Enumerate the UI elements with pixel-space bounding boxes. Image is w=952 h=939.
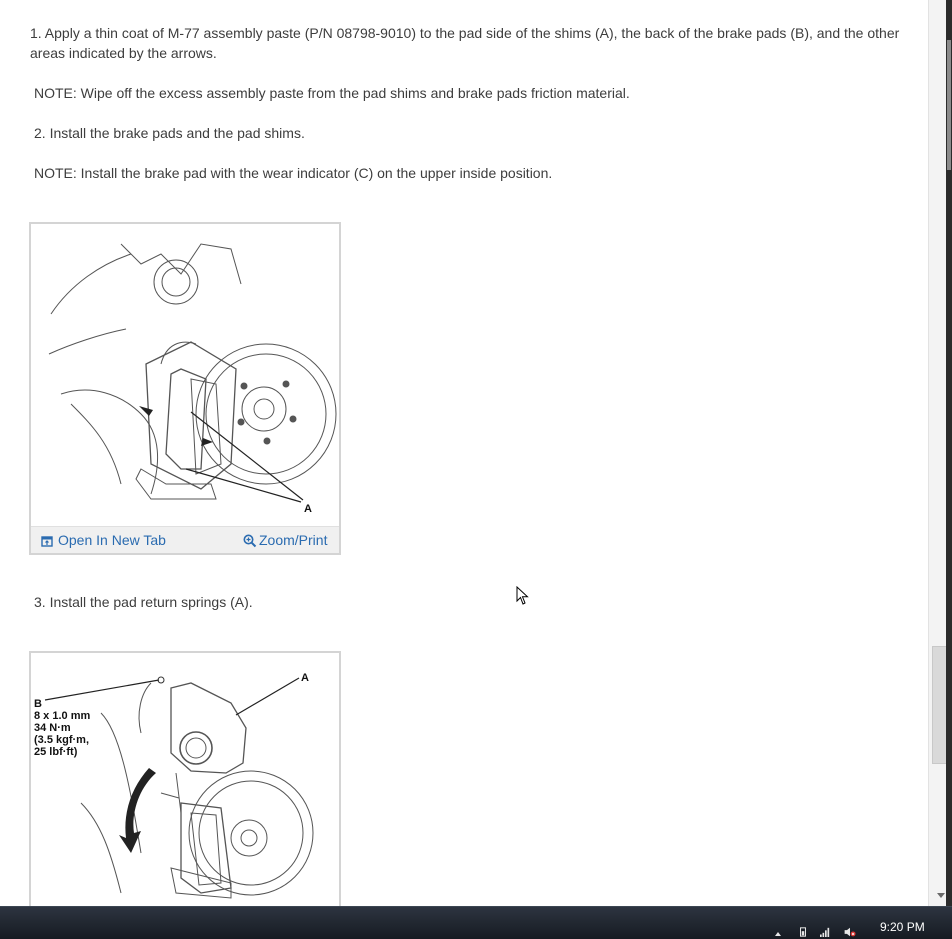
figure-return-springs bbox=[29, 651, 341, 906]
step-2-text: 2. Install the brake pads and the pad shims. bbox=[34, 125, 305, 141]
step-1-text: 1. Apply a thin coat of M-77 assembly paste (P/N 08798-9010) to the pad side of the shims (A), the back of the brake pads (B), and the other areas indicated by the arrows. bbox=[30, 25, 900, 61]
return-spring-diagram bbox=[31, 653, 339, 906]
taskbar-clock[interactable]: 9:20 PM bbox=[880, 920, 925, 934]
open-new-tab-label: Open In New Tab bbox=[58, 532, 166, 548]
zoom-print-label: Zoom/Print bbox=[259, 532, 328, 548]
figure1-callout-a: A bbox=[304, 503, 312, 515]
scroll-down-arrow-icon[interactable] bbox=[937, 893, 945, 898]
figure-toolbar bbox=[31, 526, 339, 553]
figure2-spec-line4: 25 lbf·ft) bbox=[34, 746, 78, 758]
figure-brake-pads bbox=[29, 222, 341, 555]
zoom-print-link[interactable] bbox=[243, 532, 327, 548]
window-scrollbar-thumb[interactable] bbox=[947, 40, 951, 170]
step-3-text: 3. Install the pad return springs (A). bbox=[34, 594, 253, 610]
brake-pad-diagram bbox=[31, 224, 339, 524]
volume-muted-icon[interactable] bbox=[842, 927, 858, 937]
note-2-text: NOTE: Install the brake pad with the wear indicator (C) on the upper inside position. bbox=[34, 165, 553, 181]
figure2-callout-b: B bbox=[34, 698, 42, 710]
show-hidden-icons-icon[interactable] bbox=[774, 929, 782, 939]
taskbar bbox=[0, 906, 952, 939]
battery-icon[interactable] bbox=[798, 927, 808, 937]
figure2-spec-line3: (3.5 kgf·m, bbox=[34, 734, 90, 746]
mouse-cursor-icon bbox=[516, 586, 530, 606]
open-tab-icon bbox=[41, 535, 53, 547]
open-new-tab-link[interactable] bbox=[41, 532, 166, 548]
window-scrollbar[interactable] bbox=[946, 0, 952, 906]
figure2-callout-a: A bbox=[301, 672, 309, 684]
figure2-spec-line2: 34 N·m bbox=[34, 722, 71, 734]
figure2-spec-line1: 8 x 1.0 mm bbox=[34, 710, 91, 722]
note-1-text: NOTE: Wipe off the excess assembly paste from the pad shims and brake pads friction material. bbox=[34, 85, 630, 101]
zoom-icon bbox=[243, 534, 257, 548]
network-signal-icon[interactable] bbox=[818, 927, 832, 937]
